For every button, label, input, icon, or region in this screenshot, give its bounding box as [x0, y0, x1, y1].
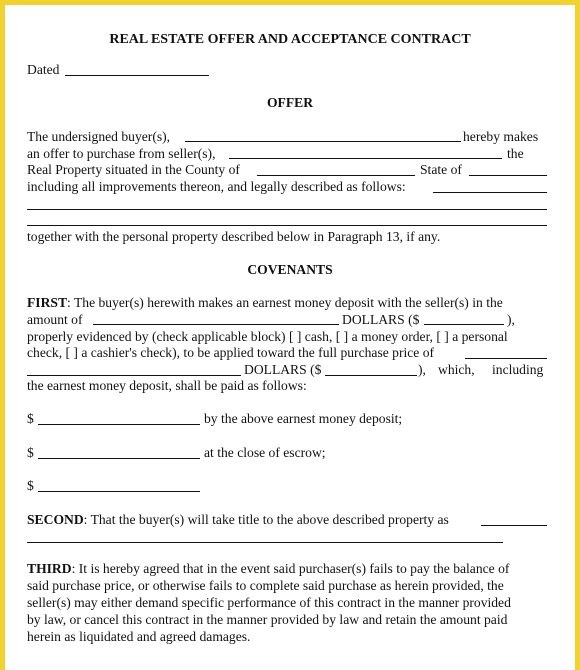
first-line-4: check, [ ] a cashier's check), to be applied toward the full purchase price of: [27, 345, 435, 360]
payment-1-dollar: $: [27, 411, 34, 426]
title-manner-field-1[interactable]: [481, 525, 547, 526]
third-line-3: seller(s) may either demand specific performance of this contract in the manner provided: [27, 595, 511, 610]
offer-line-4: including all improvements thereon, and legally described as follows:: [27, 179, 406, 194]
legal-description-field-2[interactable]: [27, 209, 547, 210]
second-text: : That the buyer(s) will take title to the above described property as: [83, 512, 449, 527]
third-line-1: [27, 561, 509, 577]
document-title: REAL ESTATE OFFER AND ACCEPTANCE CONTRACT: [109, 32, 471, 47]
third-line-5: herein as liquidated and agreed damages.: [27, 629, 251, 644]
dated-label: Dated: [27, 62, 60, 77]
deposit-amount-words-field[interactable]: [93, 324, 339, 325]
third-label: THIRD: [27, 561, 72, 576]
first-line-2-dollars: DOLLARS ($: [342, 312, 420, 327]
county-field[interactable]: [257, 175, 415, 176]
first-line-5-dollars: DOLLARS ($: [244, 362, 322, 377]
purchase-price-field-a[interactable]: [465, 358, 547, 359]
offer-line-3-state: State of: [420, 162, 462, 177]
payment-2-dollar: $: [27, 445, 34, 460]
deposit-amount-number-field[interactable]: [424, 324, 504, 325]
payment-1-amount-field[interactable]: [38, 424, 200, 425]
contract-page: [5, 5, 575, 670]
first-line-2-end: ),: [507, 312, 515, 327]
first-line-5-including: including: [492, 362, 544, 377]
title-manner-field-2[interactable]: [27, 542, 503, 543]
purchase-price-number-field[interactable]: [325, 375, 417, 376]
offer-line-2-end: the: [507, 146, 524, 161]
payment-2-text: at the close of escrow;: [204, 445, 326, 460]
first-label: FIRST: [27, 295, 68, 310]
offer-line-2: an offer to purchase from seller(s),: [27, 146, 216, 161]
offer-line-5: together with the personal property described below in Paragraph 13, if any.: [27, 229, 441, 244]
purchase-price-words-field[interactable]: [27, 375, 241, 376]
offer-line-3: Real Property situated in the County of: [27, 162, 240, 177]
payment-1-text: by the above earnest money deposit;: [204, 411, 403, 426]
first-line-6: the earnest money deposit, shall be paid as follows:: [27, 378, 307, 393]
covenants-heading: COVENANTS: [247, 262, 333, 277]
payment-3-amount-field[interactable]: [38, 491, 200, 492]
first-text: : The buyer(s) herewith makes an earnest money deposit with the seller(s) in the: [67, 295, 503, 310]
first-line-3: properly evidenced by (check applicable block) [ ] cash, [ ] a money order, [ ] a personal: [27, 329, 508, 344]
seller-name-field[interactable]: [229, 158, 502, 159]
payment-2-amount-field[interactable]: [38, 458, 200, 459]
state-field[interactable]: [469, 175, 547, 176]
first-line-2: amount of: [27, 312, 83, 327]
offer-line-1-end: hereby makes: [463, 129, 539, 144]
first-line-5-which: which,: [438, 362, 475, 377]
second-line: [27, 512, 449, 528]
payment-3-dollar: $: [27, 478, 34, 493]
legal-description-field-3[interactable]: [27, 225, 547, 226]
buyer-name-field[interactable]: [185, 141, 461, 142]
dated-field[interactable]: [65, 75, 209, 76]
third-line-4: by law, or cancel this contract in the manner provided by law and retain the amount paid: [27, 612, 508, 627]
legal-description-field-1[interactable]: [433, 192, 547, 193]
offer-heading: OFFER: [266, 95, 314, 110]
third-text-1: : It is hereby agreed that in the event said purchaser(s) fails to pay the balance of: [71, 561, 510, 576]
first-line-5-paren: ),: [418, 362, 426, 377]
first-line-1: [27, 295, 503, 311]
offer-line-1: The undersigned buyer(s),: [27, 129, 171, 144]
third-line-2: said purchase price, or otherwise fails to complete said purchase as herein provided, the: [27, 578, 504, 593]
second-label: SECOND: [27, 512, 84, 527]
